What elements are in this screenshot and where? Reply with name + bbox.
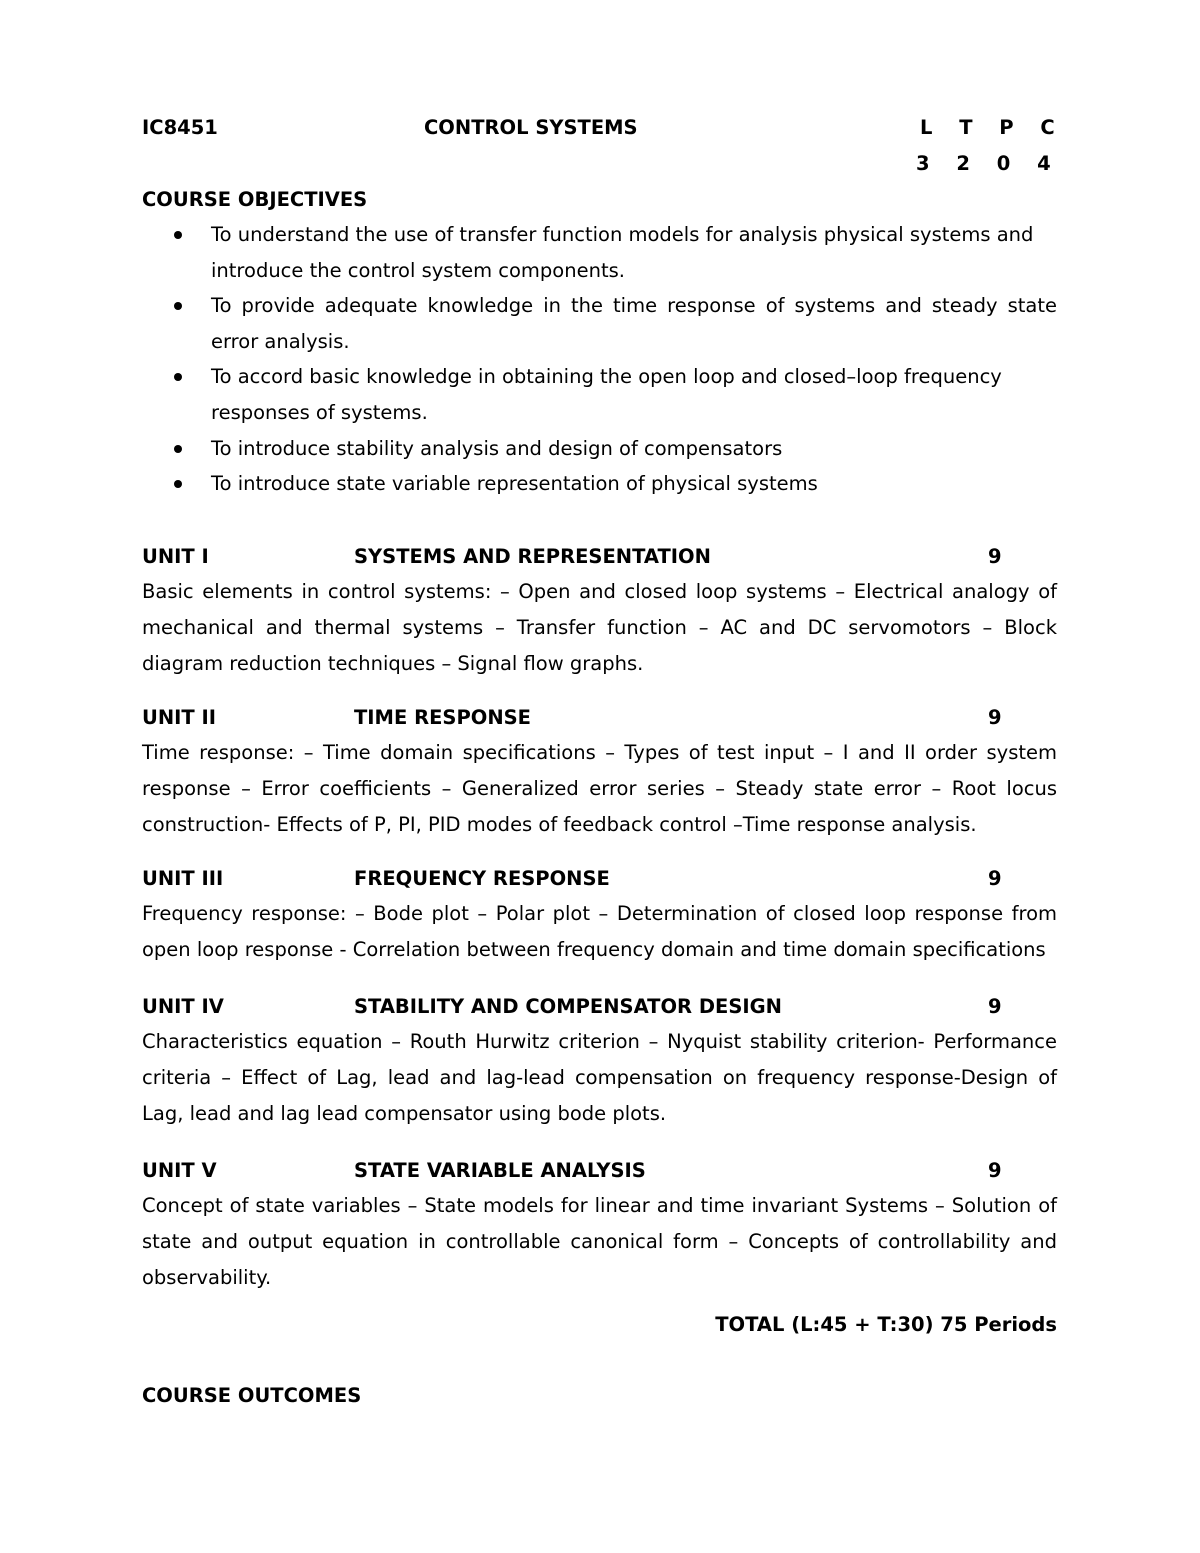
unit-content: Time response: – Time domain specifications – Types of test input – I and II order system response – Error coefficients – Generalized error series – Steady state error – Root locus construction- Effects of P, PI, PID modes of feedback control –Time response analysis. <box>142 741 1057 836</box>
unit-content: Concept of state variables – State models for linear and time invariant Systems – Solution of state and output equation in controllable canonical form – Concepts of controllability and observability. <box>142 1194 1057 1289</box>
ltpc-values: 3 2 0 4 <box>916 152 1061 175</box>
bullet-icon <box>174 480 182 488</box>
objective-item: To introduce stability analysis and design of compensators <box>211 437 783 460</box>
unit-content: Basic elements in control systems: – Open and closed loop systems – Electrical analogy of mechanical and thermal systems – Transfer function – AC and DC servomotors – Block diagram reduction techniques – Signal flow graphs. <box>142 580 1057 675</box>
unit-id: UNIT IV <box>142 995 224 1018</box>
unit-title: STATE VARIABLE ANALYSIS <box>354 1159 646 1182</box>
unit-content: Characteristics equation – Routh Hurwitz criterion – Nyquist stability criterion- Performance criteria – Effect of Lag, lead and lag-lead compensation on frequency response-Design of Lag, lead and lag lead compensator using bode plots. <box>142 1030 1057 1125</box>
unit-id: UNIT I <box>142 545 209 568</box>
unit-title: FREQUENCY RESPONSE <box>354 867 610 890</box>
unit-id: UNIT II <box>142 706 217 729</box>
unit-hours: 9 <box>988 867 1002 890</box>
objective-item: To accord basic knowledge in obtaining the open loop and closed–loop frequency responses of systems. <box>211 365 1002 424</box>
ltpc-labels: L T P C <box>920 116 1065 139</box>
objectives-heading: COURSE OBJECTIVES <box>142 188 368 211</box>
unit-hours: 9 <box>988 545 1002 568</box>
objective-item: To provide adequate knowledge in the time response of systems and steady state error analysis. <box>211 294 1057 353</box>
unit-title: SYSTEMS AND REPRESENTATION <box>354 545 711 568</box>
unit-header <box>142 706 1002 730</box>
unit-header <box>142 867 1002 891</box>
outcomes-heading: COURSE OUTCOMES <box>142 1384 362 1407</box>
course-code: IC8451 <box>142 116 218 139</box>
unit-id: UNIT III <box>142 867 224 890</box>
unit-title: TIME RESPONSE <box>354 706 532 729</box>
unit-content: Frequency response: – Bode plot – Polar plot – Determination of closed loop response from open loop response - Correlation between frequency domain and time domain specifications <box>142 902 1057 961</box>
course-title: CONTROL SYSTEMS <box>424 116 638 139</box>
bullet-icon <box>174 373 182 381</box>
unit-header <box>142 545 1002 569</box>
unit-id: UNIT V <box>142 1159 217 1182</box>
bullet-icon <box>174 302 182 310</box>
bullet-icon <box>174 231 182 239</box>
unit-hours: 9 <box>988 706 1002 729</box>
unit-title: STABILITY AND COMPENSATOR DESIGN <box>354 995 782 1018</box>
unit-header <box>142 1159 1002 1183</box>
total-periods: TOTAL (L:45 + T:30) 75 Periods <box>715 1313 1057 1336</box>
unit-hours: 9 <box>988 1159 1002 1182</box>
unit-hours: 9 <box>988 995 1002 1018</box>
unit-header <box>142 995 1002 1019</box>
bullet-icon <box>174 445 182 453</box>
objective-item: To understand the use of transfer function models for analysis physical systems and introduce the control system components. <box>211 223 1034 282</box>
objective-item: To introduce state variable representation of physical systems <box>211 472 818 495</box>
